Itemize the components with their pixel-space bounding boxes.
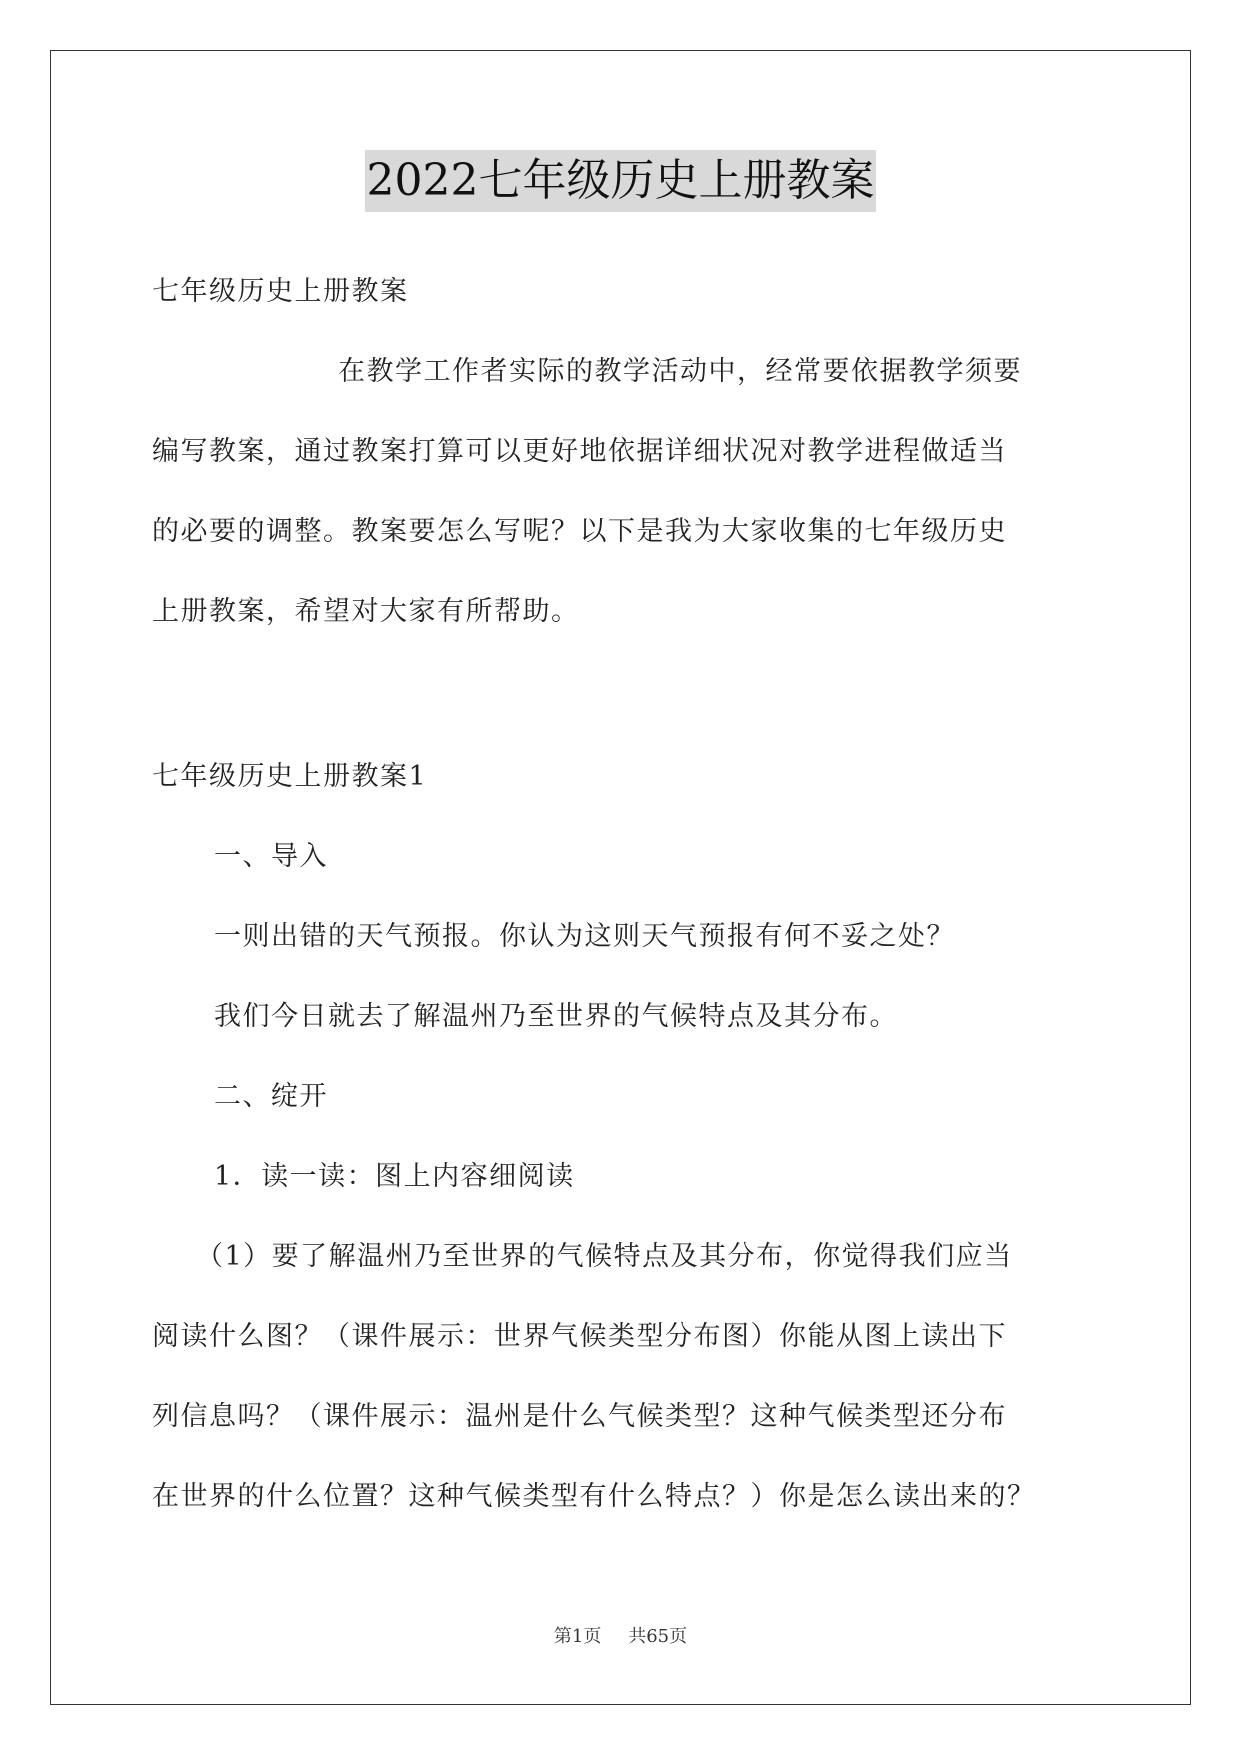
document-title: 2022七年级历史上册教案 (365, 150, 877, 212)
paragraph-line: 一则出错的天气预报。你认为这则天气预报有何不妥之处？ (214, 921, 955, 952)
paragraph-line: 上册教案，希望对大家有所帮助。 (152, 596, 580, 627)
title-container (0, 150, 1241, 212)
paragraph-line: 在教学工作者实际的教学活动中，经常要依据教学须要 (338, 356, 1022, 387)
paragraph-line: （1）要了解温州乃至世界的气候特点及其分布，你觉得我们应当 (196, 1241, 1013, 1272)
paragraph-line: 阅读什么图？（课件展示：世界气候类型分布图）你能从图上读出下 (152, 1321, 1007, 1352)
paragraph-line: 列信息吗？（课件展示：温州是什么气候类型？这种气候类型还分布 (152, 1401, 1007, 1432)
page-footer (0, 1622, 1241, 1648)
page-number: 第1页 (553, 1626, 602, 1647)
section-heading: 七年级历史上册教案1 (152, 761, 428, 792)
paragraph-line: 编写教案，通过教案打算可以更好地依据详细状况对教学进程做适当 (152, 436, 1007, 467)
paragraph-line: 在世界的什么位置？这种气候类型有什么特点？）你是怎么读出来的？ (152, 1481, 1036, 1512)
subsection-heading: 一、导入 (214, 841, 328, 872)
page-total: 共65页 (628, 1626, 688, 1647)
subsection-heading: 二、绽开 (214, 1081, 328, 1112)
subtitle-line: 七年级历史上册教案 (152, 276, 409, 307)
paragraph-line: 1．读一读：图上内容细阅读 (214, 1161, 575, 1192)
paragraph-line: 的必要的调整。教案要怎么写呢？以下是我为大家收集的七年级历史 (152, 516, 1007, 547)
paragraph-line: 我们今日就去了解温州乃至世界的气候特点及其分布。 (214, 1001, 898, 1032)
